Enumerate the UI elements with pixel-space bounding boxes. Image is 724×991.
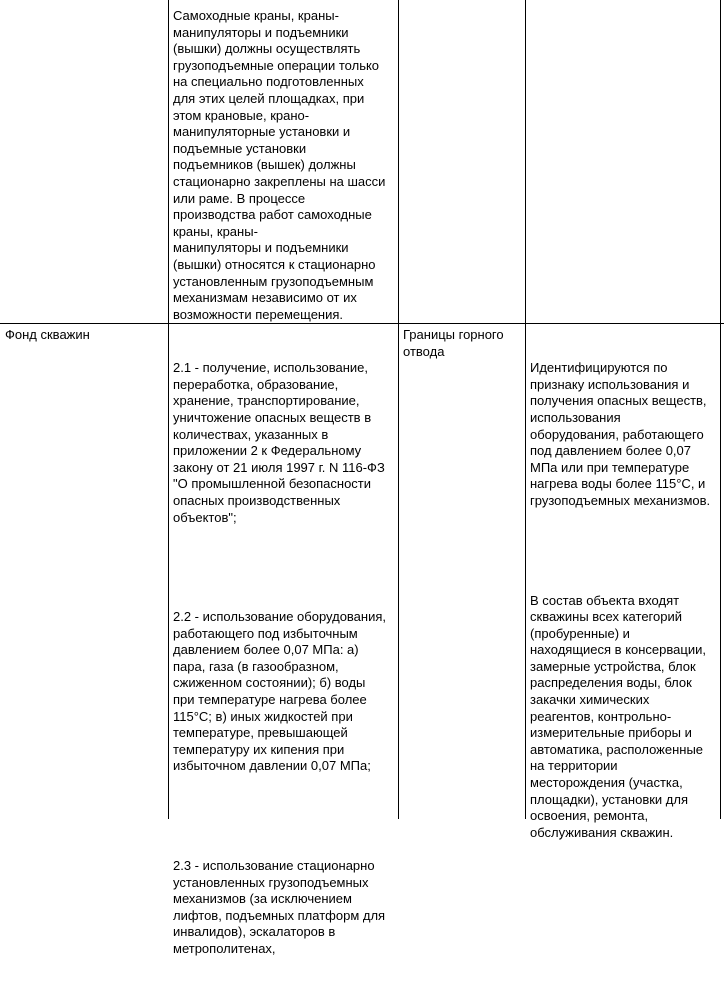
object-composition-paragraph: В состав объекта входят скважины всех категорий (пробуренные) и находящиеся в консервации, замерные устройства, блок распределения воды, блок закачки химических реагентов, контрольно- измерительные приборы и автоматика, расположенные на территории месторождения (участка, площадки), установки для освоения, ремонта, обслуживания скважин.: [530, 592, 706, 840]
table-right-border: [720, 0, 721, 323]
column-divider: [168, 0, 169, 323]
column-divider: [525, 0, 526, 323]
criteria-paragraph-2-3: 2.3 - использование стационарно установленных грузоподъемных механизмов (за исключением лифтов, подъемных платформ для инвалидов), эскалаторов в метрополитенах,: [173, 858, 386, 956]
criteria-paragraph-2-2: 2.2 - использование оборудования, работающего под избыточным давлением более 0,07 МПа: а) пара, газа (в газообразном, сжиженном состоянии); б) воды при температуре нагрева более 115°С; в) иных жидкостей при температуре, превышающей температуру их кипения при избыточном давлении 0,07 МПа;: [173, 609, 387, 774]
column-divider: [398, 324, 399, 819]
criteria-paragraph-2-1: 2.1 - получение, использование, переработка, образование, хранение, транспортирование, уничтожение опасных веществ в количествах, указанных в приложении 2 к Федеральному закону от 21 июля 1997 г. N 116-ФЗ "О промышленной безопасности опасных производственных объектов";: [173, 360, 385, 525]
identification-paragraph: Идентифицируются по признаку использования и получения опасных веществ, использования оборудования, работающего под давлением более 0,07 МПа или при температуре нагрева воды более 115°С, и грузоподъемных механизмов.: [530, 360, 711, 508]
table-row: [0, 324, 724, 956]
column-divider: [398, 0, 399, 323]
table-row: [0, 0, 724, 324]
column-divider: [525, 324, 526, 819]
cell-criteria-text: [173, 327, 397, 991]
cell-object-name: Фонд скважин: [5, 327, 90, 342]
cell-identification: [530, 327, 718, 875]
column-divider: [168, 324, 169, 819]
cell-criteria-text: Самоходные краны, краны- манипуляторы и подъемники (вышки) должны осуществлять грузоподъемные операции только на специально подготовленных для этих целей площадках, при этом крановые, крано- манипуляторные установки и подъемные установки подъемников (вышек) должны стационарно закреплены на шасси или раме. В процессе производства работ самоходные краны, краны- манипуляторы и подъемники (вышки) относятся к стационарно установленным грузоподъемным механизмам независимо от их возможности перемещения.: [173, 8, 386, 322]
cell-boundaries: Границы горного отвода: [403, 327, 504, 359]
table-right-border: [720, 324, 721, 819]
